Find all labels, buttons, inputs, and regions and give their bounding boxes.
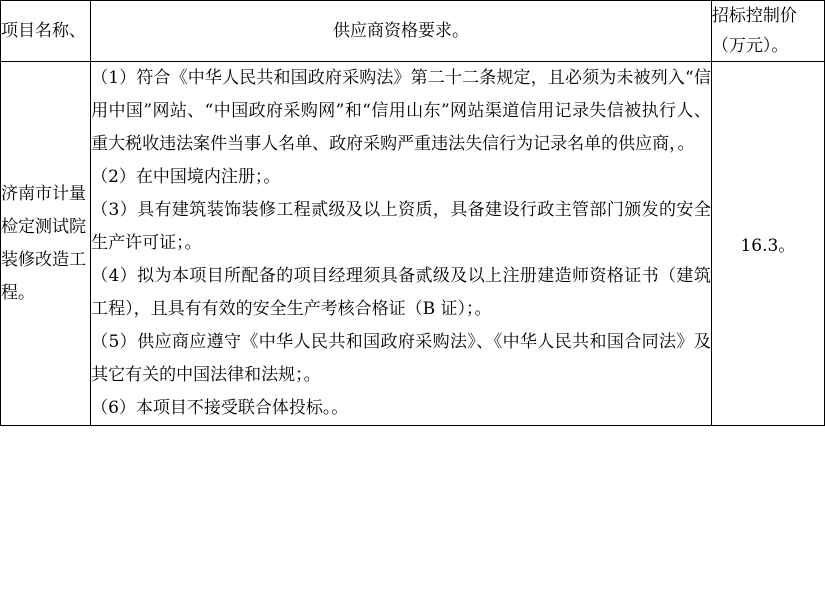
requirement-item-5: （5）供应商应遵守《中华人民共和国政府采购法》、《中华人民共和国合同法》及其它有关的中国法律和法规；。 xyxy=(91,332,711,385)
cell-control-price: 16.3。 xyxy=(711,62,824,426)
column-header-control-price: 招标控制价（万元）。 xyxy=(711,1,824,62)
requirement-item-6: （6）本项目不接受联合体投标。。 xyxy=(91,398,349,418)
column-header-project-name: 项目名称、 xyxy=(1,1,91,62)
requirement-item-1: （1）符合《中华人民共和国政府采购法》第二十二条规定，且必须为未被列入“信用中国”网站、“中国政府采购网”和“信用山东”网站渠道信用记录失信被执行人、重大税收违法案件当事人名单、政府采购严重违法失信行为记录名单的供应商，。 xyxy=(91,68,711,154)
cell-supplier-qualification xyxy=(91,62,712,426)
requirement-item-3: （3）具有建筑装饰装修工程贰级及以上资质，具备建设行政主管部门颁发的安全生产许可证；。 xyxy=(91,200,711,253)
column-header-supplier-qualification: 供应商资格要求。 xyxy=(91,1,712,62)
table-row xyxy=(1,62,825,426)
table-header-row xyxy=(1,1,825,62)
requirement-item-2: （2）在中国境内注册；。 xyxy=(91,167,281,187)
cell-project-name: 济南市计量检定测试院装修改造工程。 xyxy=(1,62,91,426)
requirement-item-4: （4）拟为本项目所配备的项目经理须具备贰级及以上注册建造师资格证书（建筑工程），且具有有效的安全生产考核合格证（B 证）；。 xyxy=(91,266,711,319)
